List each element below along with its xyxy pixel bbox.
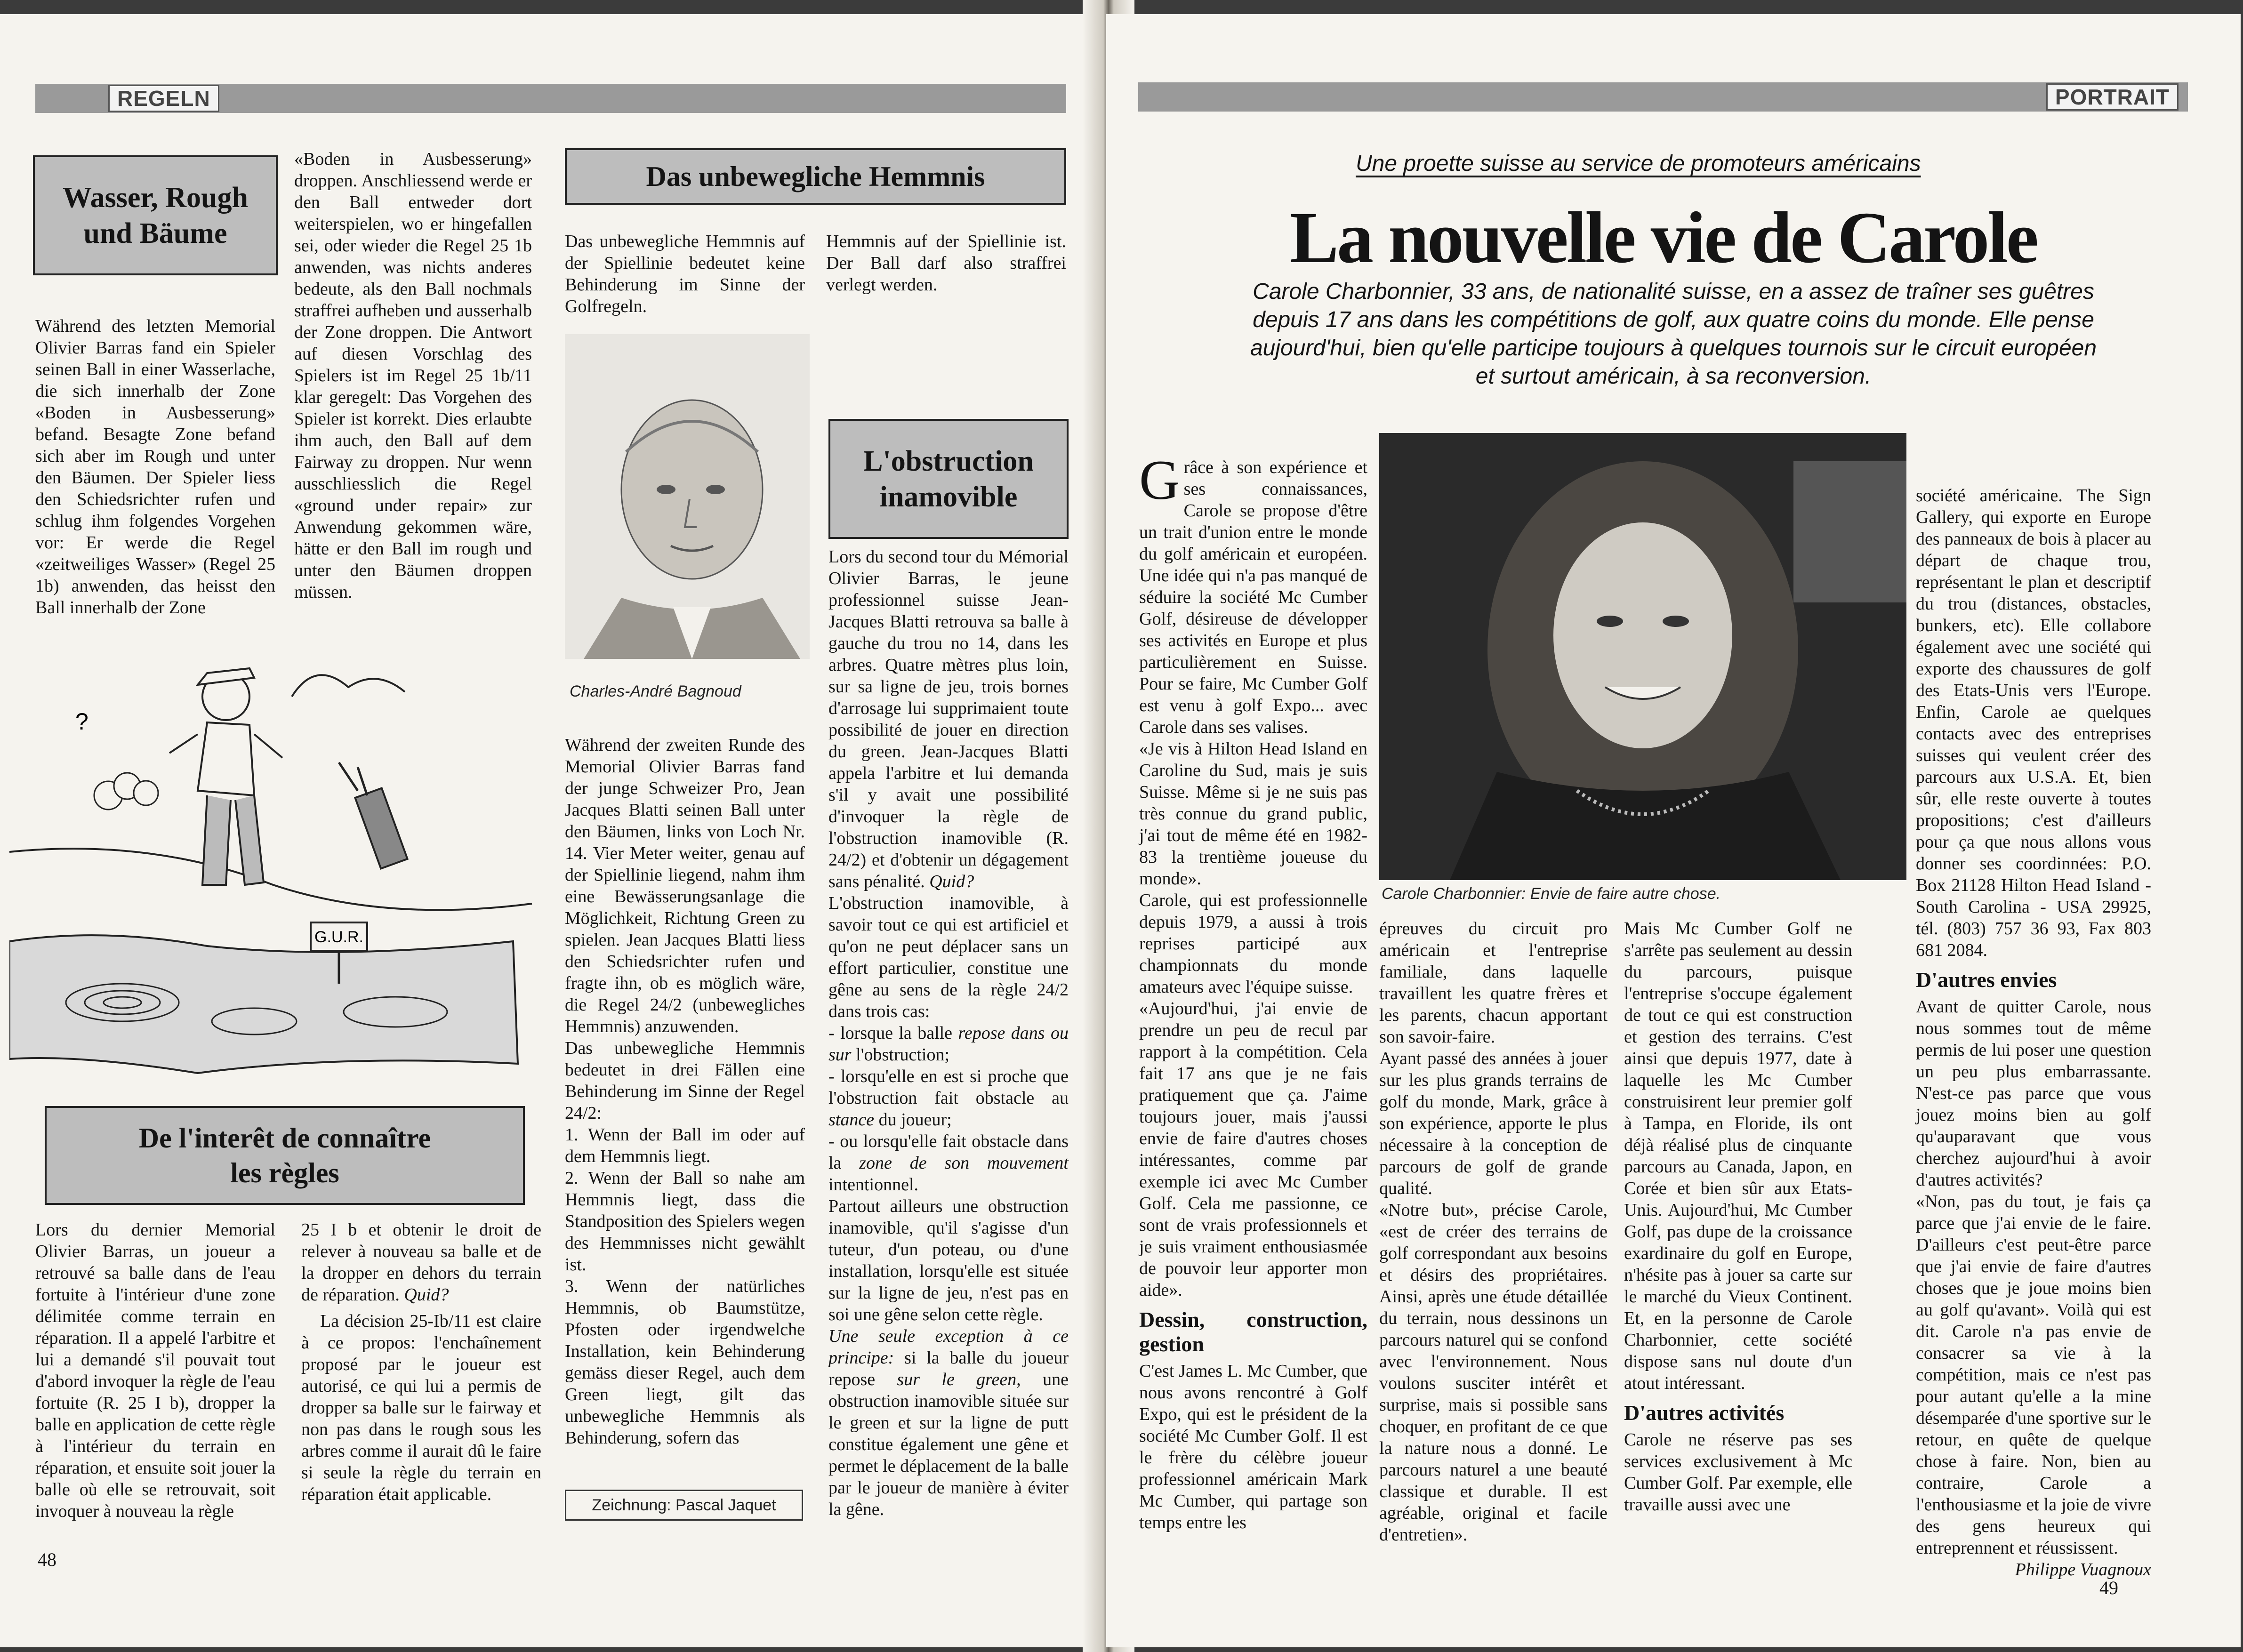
paragraph	[828, 1022, 1069, 1066]
paragraph: Partout ailleurs une obstruction inamovible, qu'il s'agisse d'un tuteur, d'un poteau, ou d'une installation, lorsqu'elle est située sur la ligne de jeu, n'est pas en soi une gêne selon cette règle.	[828, 1196, 1069, 1324]
signature: Philippe Vuagnoux	[2015, 1560, 2151, 1580]
text: zone de son mouvement	[859, 1153, 1069, 1173]
article-title: inamovible	[879, 481, 1018, 513]
text: Lors du second tour du Mémorial Olivier Barras, le jeune professionnel suisse Jean-Jacques Blatti retrouva sa balle à gauche du trou no 14, dans les arbres. Quatre mètres plus loin, sur sa ligne de jeu, trois bornes d'arrosage lui supprimaient toute possibilité de jouer en direction du green. Jean-Jacques Blatti appela l'arbitre et lui demanda s'il y avait une possibilité d'invoquer la règle de l'obstruction inamovible (R. 24/2) et d'obtenir un dégagement sans pénalité.	[828, 547, 1069, 891]
article-column	[826, 231, 1066, 296]
photo-caption: Carole Charbonnier: Envie de faire autre chose.	[1382, 885, 1721, 903]
paragraph: L'obstruction inamovible, à savoir tout ce qui est artificiel et qu'on ne peut déplacer sans un effort particulier, constitue une gêne au sens de la règle 24/2 dans trois cas:	[828, 893, 1069, 1021]
paragraph: épreuves du circuit pro américain et l'entreprise familiale, dans laquelle travaillent les quatre frères et les parents, chacun apportant son savoir-faire.	[1379, 919, 1608, 1047]
paragraph: «Notre but», précise Carole, «est de créer des terrains de golf correspondant aux besoins et désirs des propriétaires. Ainsi, après une étude détaillée du terrain, nous dessinons un parcours naturel qui se confond avec l'environnement. Nous voulons susciter intérêt et surprise, mais si possible sans choquer, en profitant de ce que la nature nous a donné. Le parcours naturel a une beauté classique et durable. Il est agréable, original et facile d'entretien».	[1379, 1200, 1608, 1545]
paragraph: Carole, qui est professionnelle depuis 1979, a aussi à trois reprises participé aux championnats du monde amateurs avec l'équipe suisse.	[1139, 890, 1367, 997]
cartoon-sign: G.U.R.	[314, 928, 363, 946]
portrait-photo	[1379, 433, 1906, 880]
subheading: D'autres envies	[1916, 968, 2057, 992]
subheading: Dessin, construction, gestion	[1139, 1307, 1367, 1356]
paragraph: La décision 25-Ib/11 est claire à ce propos: l'enchaînement proposé par le joueur est autorisé, ce qui lui a permis de dropper sa balle sur le fairway et non pas dans le rough sous les arbres comme il aurait dû le faire si seule la règle du terrain en réparation était applicable.	[301, 1311, 541, 1504]
text: Une seule exception à ce principe:	[828, 1326, 1069, 1368]
text: 25 I b et obtenir le droit de relever à nouveau sa balle et de la dropper en dehors du terrain de réparation.	[301, 1220, 541, 1305]
article-column	[35, 1219, 275, 1522]
article-title: Wasser, Rough	[63, 181, 248, 214]
article-column	[294, 148, 532, 603]
article-column	[1624, 918, 1852, 1516]
left-page	[0, 14, 1101, 1647]
text: râce à son expérience et ses connaissances, Carole se propose d'être un trait d'union entre le monde du golf américain et européen. Une idée qui n'a pas manqué de séduire la société Mc Cumber Golf, désireuse de développer ses activités en Europe et plus particulièrement en Suisse. Pour se faire, Mc Cumber Golf est venu à golf Expo... avec Carole dans ses valises.	[1139, 457, 1367, 737]
article-title-box	[45, 1106, 525, 1205]
article-title: La nouvelle vie de Carole	[1290, 197, 2037, 278]
article-title: De l'interêt de connaître	[138, 1123, 431, 1154]
article-title: L'obstruction	[863, 445, 1034, 477]
text: repose dans ou sur	[828, 1023, 1069, 1065]
section-band	[35, 84, 1066, 113]
drawing-credit-box	[565, 1490, 803, 1521]
section-band	[1138, 82, 2188, 112]
article-column	[1379, 918, 1608, 1546]
paragraph: Hemmnis auf der Spiellinie ist. Der Ball darf also straffrei verlegt werden.	[826, 232, 1066, 295]
portrait-photo	[565, 334, 810, 659]
section-label: REGELN	[108, 85, 219, 112]
article-column	[35, 315, 275, 618]
paragraph	[828, 1131, 1069, 1195]
paragraph	[828, 1066, 1069, 1131]
text: Quid?	[929, 872, 974, 891]
paragraph: Während des letzten Memorial Olivier Barras fand ein Spieler seinen Ball in einer Wasserlache, die sich innerhalb der Zone «Boden in Ausbesserung» befand. Besagte Zone befand sich aber im Rough und unter den Bäumen. Der Spieler liess den Schiedsrichter rufen und schlug ihm folgendes Vorgehen vor: Er werde die Regel «zeitweiliges Wasser» (Regel 25 1b) anwenden, das heisst den Ball innerhalb der Zone	[35, 316, 275, 617]
article-title: les règles	[230, 1157, 339, 1188]
text: intentionnel.	[828, 1175, 919, 1195]
article-column	[565, 734, 805, 1449]
page-number: 48	[38, 1549, 56, 1570]
text: - lorsque la balle	[828, 1023, 958, 1043]
paragraph: Das unbewegliche Hemmnis auf der Spiellinie bedeutet keine Behinderung im Sinne der Golfregeln.	[565, 232, 805, 316]
article-title: Das unbewegliche Hemmnis	[646, 161, 985, 192]
text: du joueur;	[874, 1110, 952, 1130]
paragraph: Ayant passé des années à jouer sur les plus grands terrains de golf du monde, Mark, grâce à son expérience, apporte le plus nécessaire à la conception de parcours de golf de grande qualité.	[1379, 1049, 1608, 1198]
paragraph: 1. Wenn der Ball im oder auf dem Hemmnis liegt.	[565, 1125, 805, 1166]
article-column	[828, 546, 1069, 1520]
paragraph: Mais Mc Cumber Golf ne s'arrête pas seulement au dessin du parcours, puisque l'entreprise s'occupe également de tout ce qui est construction et gestion des terrains. C'est ainsi que depuis 1977, date à laquelle les Mc Cumber construisirent leur premier golf à Tampa, en Floride, ils ont déjà réalisé plus de cinquante parcours au Canada, Japon, en Corée et bien sûr aux Etats-Unis. Aujourd'hui, Mc Cumber Golf, pas dupe de la croissance exardinaire du golf en Europe, n'hésite pas à jouer sa carte sur le marché du Vieux Continent. Et, en la personne de Carole Charbonnier, cette société dispose sans nul doute d'un atout intéressant.	[1624, 919, 1852, 1393]
article-title-box	[828, 419, 1069, 539]
text: , une obstruction inamovible située sur le green et sur la ligne de putt constitue également une gêne et permet le déplacement de la balle par le joueur de manière à éviter la gêne.	[828, 1370, 1069, 1519]
right-page	[1106, 14, 2241, 1647]
article-column	[1139, 449, 1367, 1533]
text: - ou lorsqu'elle fait obstacle dans la	[828, 1131, 1069, 1173]
paragraph: «Je vis à Hilton Head Island en Caroline du Sud, mais je suis Suisse. Même si je ne suis pas très connue du grand public, j'ai tout de même été en 1982-83 la trentième joueuse du monde».	[1139, 739, 1367, 889]
paragraph: «Non, pas du tout, je fais ça parce que j'ai envie de le faire. D'ailleurs c'est peut-être parce que j'ai envie de faire d'autres choses que je joue moins bien au golf qu'avant». Voilà qui est dit. Carole n'a pas envie de consacrer sa vie à la compétition, mais ce n'est pas pour autant qu'elle a la mine désemparée d'une sportive sur le retour, en quête de quelque chose à faire. Non, bien au contraire, Carole a l'enthousiasme et la joie de vivre des gens heureux qui entreprennent et réussissent.	[1916, 1192, 2151, 1558]
article-title: und Bäume	[83, 217, 227, 249]
paragraph: «Boden in Ausbesserung» droppen. Anschliessend werde er den Ball entweder dort weiterspielen, wo er hingefallen sei, oder wieder die Regel 25 1b anwenden, was nichts anderes bedeute, als den Ball nochmals straffrei aufheben und ausserhalb der Zone droppen. Die Antwort auf diesen Vorschlag des Spielers ist im Regel 25 1b/11 klar geregelt: Das Vorgehen des Spieler ist korrekt. Dies erlaubte ihm auch, den Ball auf dem Fairway zu droppen. Nur wenn ausschliesslich die Regel «ground under repair» zur Anwendung gekommen wäre, hätte er den Ball im rough und unter den Bäumen droppen müssen.	[294, 149, 532, 602]
article-column	[1916, 485, 2151, 1580]
text: Quid?	[404, 1285, 449, 1305]
paragraph: 2. Wenn der Ball so nahe am Hemmnis liegt, dass die Standposition des Spielers wegen des Hemmnisses nicht gewählt ist.	[565, 1168, 805, 1275]
text: sur le green	[897, 1370, 1017, 1389]
article-column	[565, 231, 805, 317]
paragraph: 3. Wenn der natürliches Hemmnis, ob Baumstütze, Pfosten oder irgendwelche Installation, kein Behinderung gemäss dieser Regel, auch dem Green liegt, gilt das unbewegliche Hemmnis als Behinderung, sofern das	[565, 1276, 805, 1448]
drop-cap: G	[1139, 449, 1180, 511]
subheading: D'autres activités	[1624, 1401, 1785, 1425]
text: l'obstruction;	[851, 1045, 950, 1065]
paragraph	[1139, 449, 1367, 738]
text: stance	[828, 1110, 875, 1130]
paragraph: Carole ne réserve pas ses services exclusivement à Mc Cumber Golf. Par exemple, elle travaille aussi avec une	[1624, 1430, 1852, 1515]
paragraph: société américaine. The Sign Gallery, qui exporte en Europe des panneaux de bois à placer au départ de chaque trou, représentant le plan et descriptif du trou (distances, obstacles, bunkers, etc). Elle collabore également avec une société qui exporte des chaussures de golf des Etats-Unis vers l'Europe. Enfin, Carole ae quelques contacts avec des entreprises suisses qui veulent créer des parcours aux U.S.A. Et, bien sûr, elle reste ouverte à toutes propositions; c'est d'ailleurs pour ça que nous allons vous donner ses coordinnées: P.O. Box 21128 Hilton Head Island - South Carolina - USA 29925, tél. (803) 757 36 93, Fax 803 681 2084.	[1916, 486, 2151, 960]
text: - lorsqu'elle en est si proche que l'obstruction fait obstacle au	[828, 1067, 1069, 1108]
paragraph: «Aujourd'hui, j'ai envie de prendre un peu de recul par rapport à la compétition. Cela fait 17 ans que je ne fais pratiquement que ça. J'aime toujours jouer, mais j'aussi envie de faire d'autres choses intéressantes, comme par exemple ici avec Mc Cumber Golf. Cela me passionne, ce sont de vrais professionnels et je suis vraiment enthousiasmée de pouvoir leur apporter mon aide».	[1139, 999, 1367, 1300]
page-number: 49	[2099, 1577, 2118, 1598]
paragraph: C'est James L. Mc Cumber, que nous avons rencontré à Golf Expo, qui est le président de la société Mc Cumber Golf. Il est le frère du célèbre joueur professionnel américain Mark Mc Cumber, qui partage son temps entre les	[1139, 1361, 1367, 1532]
article-title-box	[565, 148, 1066, 205]
paragraph	[301, 1219, 541, 1306]
golf-cartoon	[9, 640, 537, 1083]
photo-caption: Charles-André Bagnoud	[570, 682, 741, 700]
article-column	[301, 1219, 541, 1505]
article-title-box	[33, 155, 278, 275]
paragraph: Lors du dernier Memorial Olivier Barras, un joueur a retrouvé sa balle dans de l'eau fortuite à l'intérieur d'une zone délimitée comme terrain en réparation. Il a appelé l'arbitre et lui a demandé s'il pouvait tout d'abord invoquer la règle de l'eau fortuite (R. 25 I b), dropper la balle en application de cette règle à l'intérieur du terrain en réparation, et ensuite soit jouer la balle où elle se retrouvait, soit invoquer à nouveau la règle	[35, 1220, 275, 1521]
paragraph	[828, 1325, 1069, 1520]
text: si la balle du joueur repose	[828, 1348, 1069, 1389]
paragraph	[828, 546, 1069, 892]
kicker: Une proette suisse au service de promoteurs américains	[1356, 151, 1921, 176]
paragraph: Avant de quitter Carole, nous nous sommes tout de même permis de lui poser une question un peu plus embarrassante. N'est-ce pas parce que vous jouez moins bien au golf qu'auparavant que vous cherchez aujourd'hui à avoir d'autres activités?	[1916, 997, 2151, 1190]
lead-paragraph: Carole Charbonnier, 33 ans, de nationalité suisse, en a assez de traîner ses guêtres depuis 17 ans dans les compétitions de golf, aux quatre coins du monde. Elle pense aujourd'hui, bien qu'elle participe toujours à quelques tournois sur le circuit européen et surtout américain, à sa reconversion.	[1250, 279, 2097, 389]
paragraph: Das unbewegliche Hemmnis bedeutet in drei Fällen eine Behinderung im Sinne der Regel 24/2:	[565, 1038, 805, 1123]
cartoon-flag: ?	[75, 708, 88, 735]
paragraph: Während der zweiten Runde des Memorial Olivier Barras fand der junge Schweizer Pro, Jean Jacques Blatti seinen Ball unter den Bäumen, links von Loch Nr. 14. Vier Meter weiter, genau auf der Spiellinie liegend, nahm ihm eine Bewässerungsanlage die Möglichkeit, Richtung Green zu spielen. Jean Jacques Blatti liess den Schiedsrichter rufen und fragte ihn, ob es möglich wäre, die Regel 24/2 (unbewegliches Hemmnis) anzuwenden.	[565, 735, 805, 1036]
section-label: PORTRAIT	[2046, 83, 2179, 111]
drawing-credit: Zeichnung: Pascal Jaquet	[592, 1496, 776, 1514]
